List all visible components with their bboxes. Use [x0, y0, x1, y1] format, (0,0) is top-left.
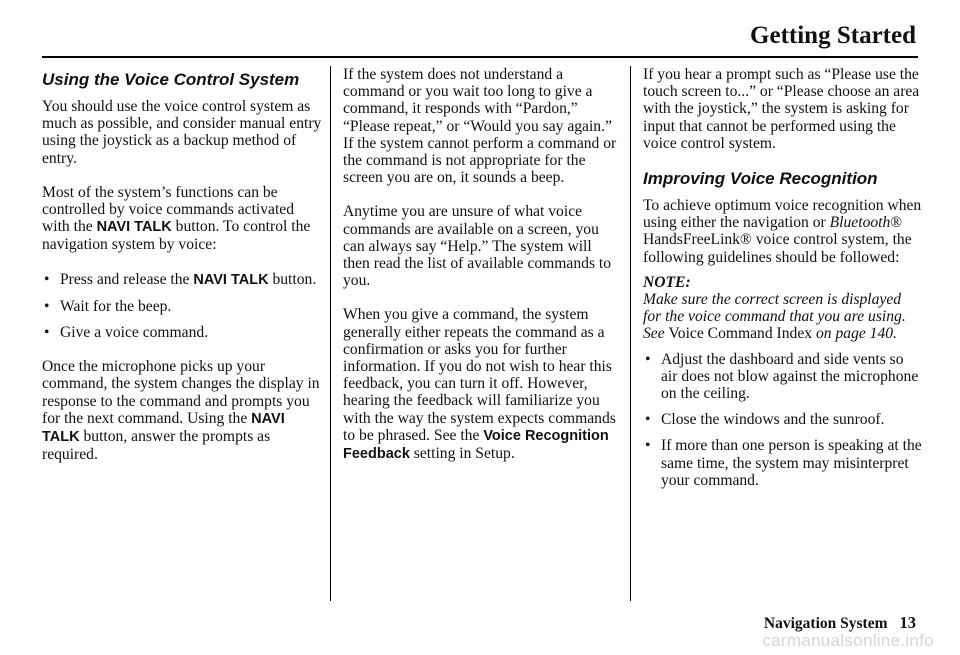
list-item: • If more than one person is speaking at the same time, the system may misinterpret your command.: [643, 437, 923, 489]
page-header-title: Getting Started: [750, 22, 916, 49]
list-item: • Wait for the beep.: [42, 298, 322, 315]
watermark-text: carmanualsonline.info: [762, 631, 934, 650]
list-item: • Press and release the NAVI TALK button.: [42, 271, 322, 289]
note-text: Make sure the correct screen is displayed for the voice command that you are using. See Voice Command Index on page 140.: [643, 291, 906, 343]
note-label: NOTE:: [643, 273, 691, 291]
list-item: • Give a voice command.: [42, 324, 322, 341]
navi-talk-button-name: NAVI TALK: [193, 271, 269, 288]
list-item: • Adjust the dashboard and side vents so air does not blow against the microphone on the ceiling.: [643, 351, 923, 403]
page-footer: [764, 613, 916, 633]
section-heading-improving-voice-recognition: Improving Voice Recognition: [643, 169, 878, 189]
paragraph: You should use the voice control system as much as possible, and consider manual entry using the joystick as a backup method of entry.: [42, 98, 322, 167]
guideline-list: [643, 351, 923, 489]
column-3: [643, 66, 923, 506]
navi-talk-button-name: NAVI TALK: [42, 410, 285, 446]
voice-recognition-feedback-setting-name: Voice Recognition Feedback: [343, 427, 609, 463]
section-heading-voice-control: Using the Voice Control System: [42, 70, 300, 89]
list-item: • Close the windows and the sunroof.: [643, 411, 923, 428]
column-1: [42, 66, 322, 480]
paragraph: When you give a command, the system generally either repeats the command as a confirmation or asks you for further information. If you do not wish to hear this feedback, you can turn it off. However, hearing the feedback will familiarize you with the way the system expects commands to be phrased. See the Voice Recognition Feedback setting in Setup.: [343, 306, 616, 463]
column-divider-right: [630, 66, 631, 601]
navi-talk-button-name: NAVI TALK: [96, 219, 172, 236]
page-number: 13: [899, 613, 916, 632]
paragraph: Most of the system’s functions can be controlled by voice commands activated with the NAVI TALK button. To control the navigation system by voice:: [42, 183, 311, 254]
paragraph: Anytime you are unsure of what voice commands are available on a screen, you can always say “Help.” The system will then read the list of available commands to you.: [343, 203, 612, 290]
column-divider-left: [330, 66, 331, 601]
paragraph: Once the microphone picks up your command, the system changes the display in response to the command and prompts you for the next command. Using the NAVI TALK button, answer the prompts as required.: [42, 358, 320, 464]
instruction-list: [42, 271, 322, 342]
header-rule: [42, 56, 918, 58]
paragraph: To achieve optimum voice recognition when using either the navigation or Bluetooth® HandsFreeLink® voice control system, the following guidelines should be followed:: [643, 197, 922, 266]
footer-label: Navigation System: [763, 615, 888, 632]
column-2: [343, 66, 621, 480]
paragraph: If the system does not understand a command or you wait too long to give a command, it responds with “Pardon,” “Please repeat,” or “Would you say again.” If the system cannot perform a command or the command is not appropriate for the screen you are on, it sounds a beep.: [343, 66, 617, 187]
paragraph: If you hear a prompt such as “Please use the touch screen to...” or “Please choose an area with the joystick,” the system is asking for input that cannot be performed using the voice control system.: [643, 66, 920, 152]
